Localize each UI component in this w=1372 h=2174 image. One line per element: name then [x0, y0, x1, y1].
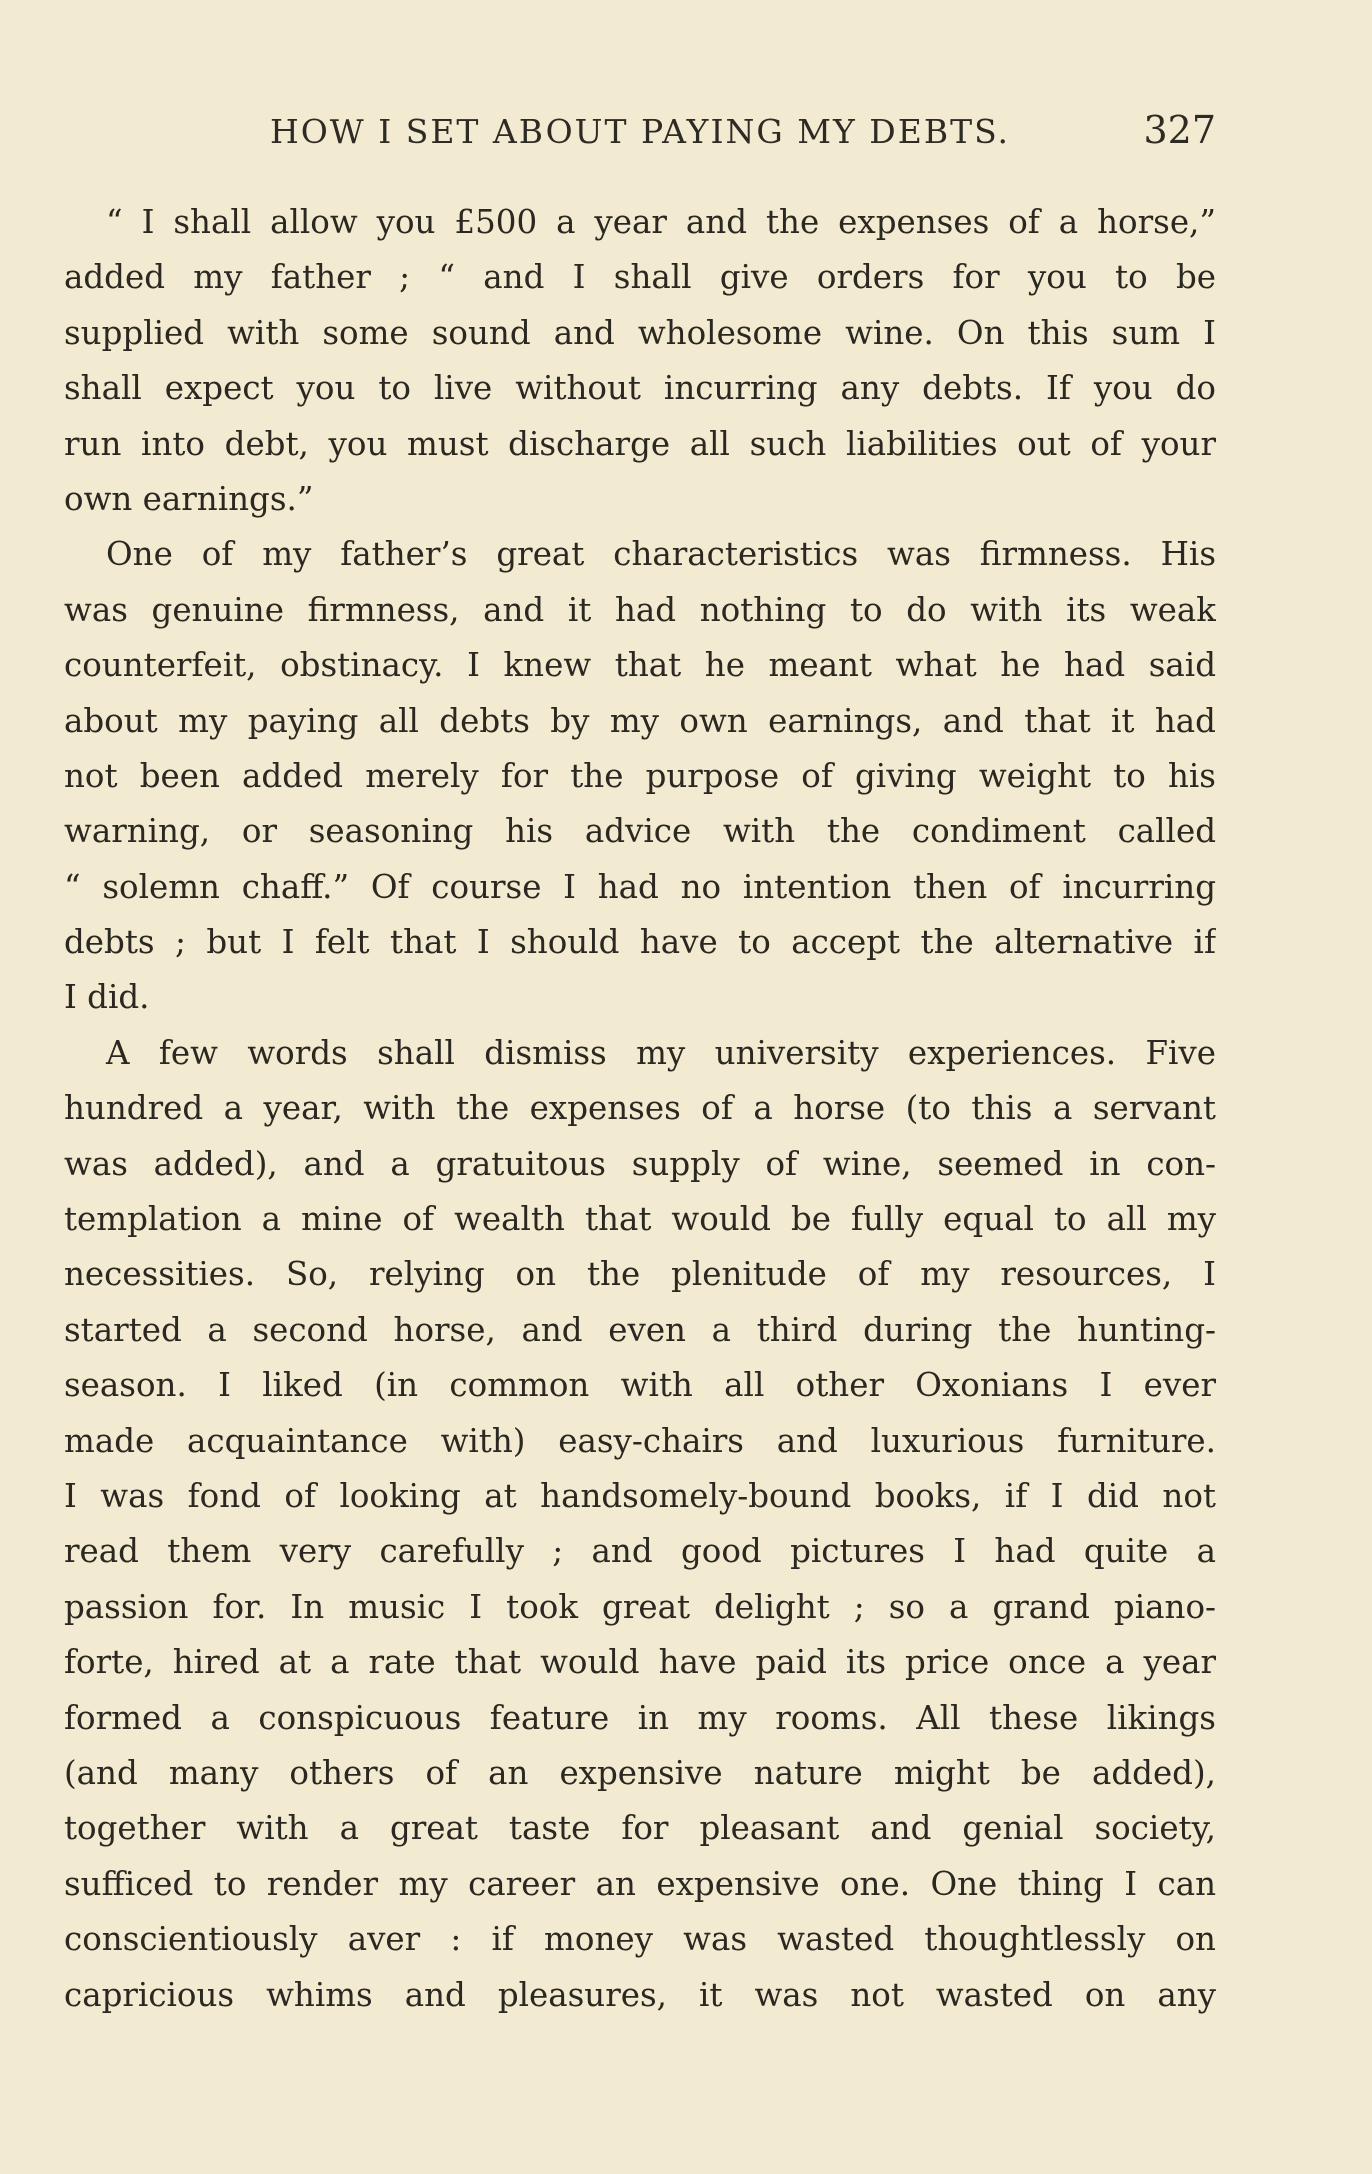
text-line: templation a mine of wealth that would be fully equal to all my	[64, 1200, 1216, 1239]
text-line: “ solemn chaff.” Of course I had no intention then of incurring	[64, 867, 1216, 906]
text-line: added my father ; “ and I shall give orders for you to be	[64, 258, 1216, 297]
text-line: sufficed to render my career an expensive one. One thing I can	[64, 1864, 1216, 1903]
text-line: “ I shall allow you £500 a year and the expenses of a horse,”	[106, 203, 1216, 241]
paragraph-2	[64, 527, 1216, 1026]
text-line: not been added merely for the purpose of giving weight to his	[64, 756, 1216, 795]
text-line: started a second horse, and even a third during the hunting-	[64, 1310, 1216, 1349]
text-line: own earnings.”	[64, 479, 314, 518]
text-line: read them very carefully ; and good pictures I had quite a	[64, 1532, 1216, 1571]
text-line: debts ; but I felt that I should have to accept the alternative if	[64, 923, 1216, 962]
text-line: was genuine firmness, and it had nothing to do with its weak	[64, 590, 1216, 629]
running-head	[64, 108, 1216, 162]
text-line: (and many others of an expensive nature might be added),	[64, 1753, 1216, 1792]
text-line: I did.	[64, 978, 150, 1017]
text-line: hundred a year, with the expenses of a horse (to this a servant	[64, 1089, 1216, 1128]
text-line: made acquaintance with) easy-chairs and luxurious furniture.	[64, 1421, 1216, 1460]
text-line: necessities. So, relying on the plenitude of my resources, I	[64, 1255, 1216, 1294]
paragraph-3	[64, 1026, 1216, 2023]
text-line: season. I liked (in common with all other Oxonians I ever	[64, 1366, 1216, 1405]
text-line: shall expect you to live without incurring any debts. If you do	[64, 369, 1216, 408]
text-line: A few words shall dismiss my university experiences. Five	[106, 1033, 1216, 1072]
body-text	[64, 195, 1216, 2023]
paragraph-1	[64, 195, 1216, 527]
text-line: warning, or seasoning his advice with the condiment called	[64, 812, 1216, 851]
text-line: run into debt, you must discharge all such liabilities out of your	[64, 424, 1216, 463]
text-line: passion for. In music I took great delight ; so a grand piano-	[64, 1587, 1216, 1626]
text-line: about my paying all debts by my own earnings, and that it had	[64, 701, 1216, 740]
text-line: I was fond of looking at handsomely-bound books, if I did not	[64, 1476, 1216, 1515]
text-line: supplied with some sound and wholesome wine. On this sum I	[64, 313, 1216, 352]
text-line: forte, hired at a rate that would have paid its price once a year	[64, 1643, 1216, 1682]
text-line: counterfeit, obstinacy. I knew that he meant what he had said	[64, 646, 1216, 685]
page-number: 327	[1143, 108, 1216, 152]
text-line: conscientiously aver : if money was wasted thoughtlessly on	[64, 1920, 1216, 1959]
text-line: formed a conspicuous feature in my rooms. All these likings	[64, 1698, 1216, 1737]
text-line: One of my father’s great characteristics was firmness. His	[106, 535, 1216, 574]
text-line: together with a great taste for pleasant and genial society,	[64, 1809, 1216, 1848]
text-line: capricious whims and pleasures, it was not wasted on any	[64, 1975, 1216, 2014]
running-title: HOW I SET ABOUT PAYING MY DEBTS.	[269, 112, 1011, 151]
text-line: was added), and a gratuitous supply of wine, seemed in con-	[64, 1144, 1216, 1183]
